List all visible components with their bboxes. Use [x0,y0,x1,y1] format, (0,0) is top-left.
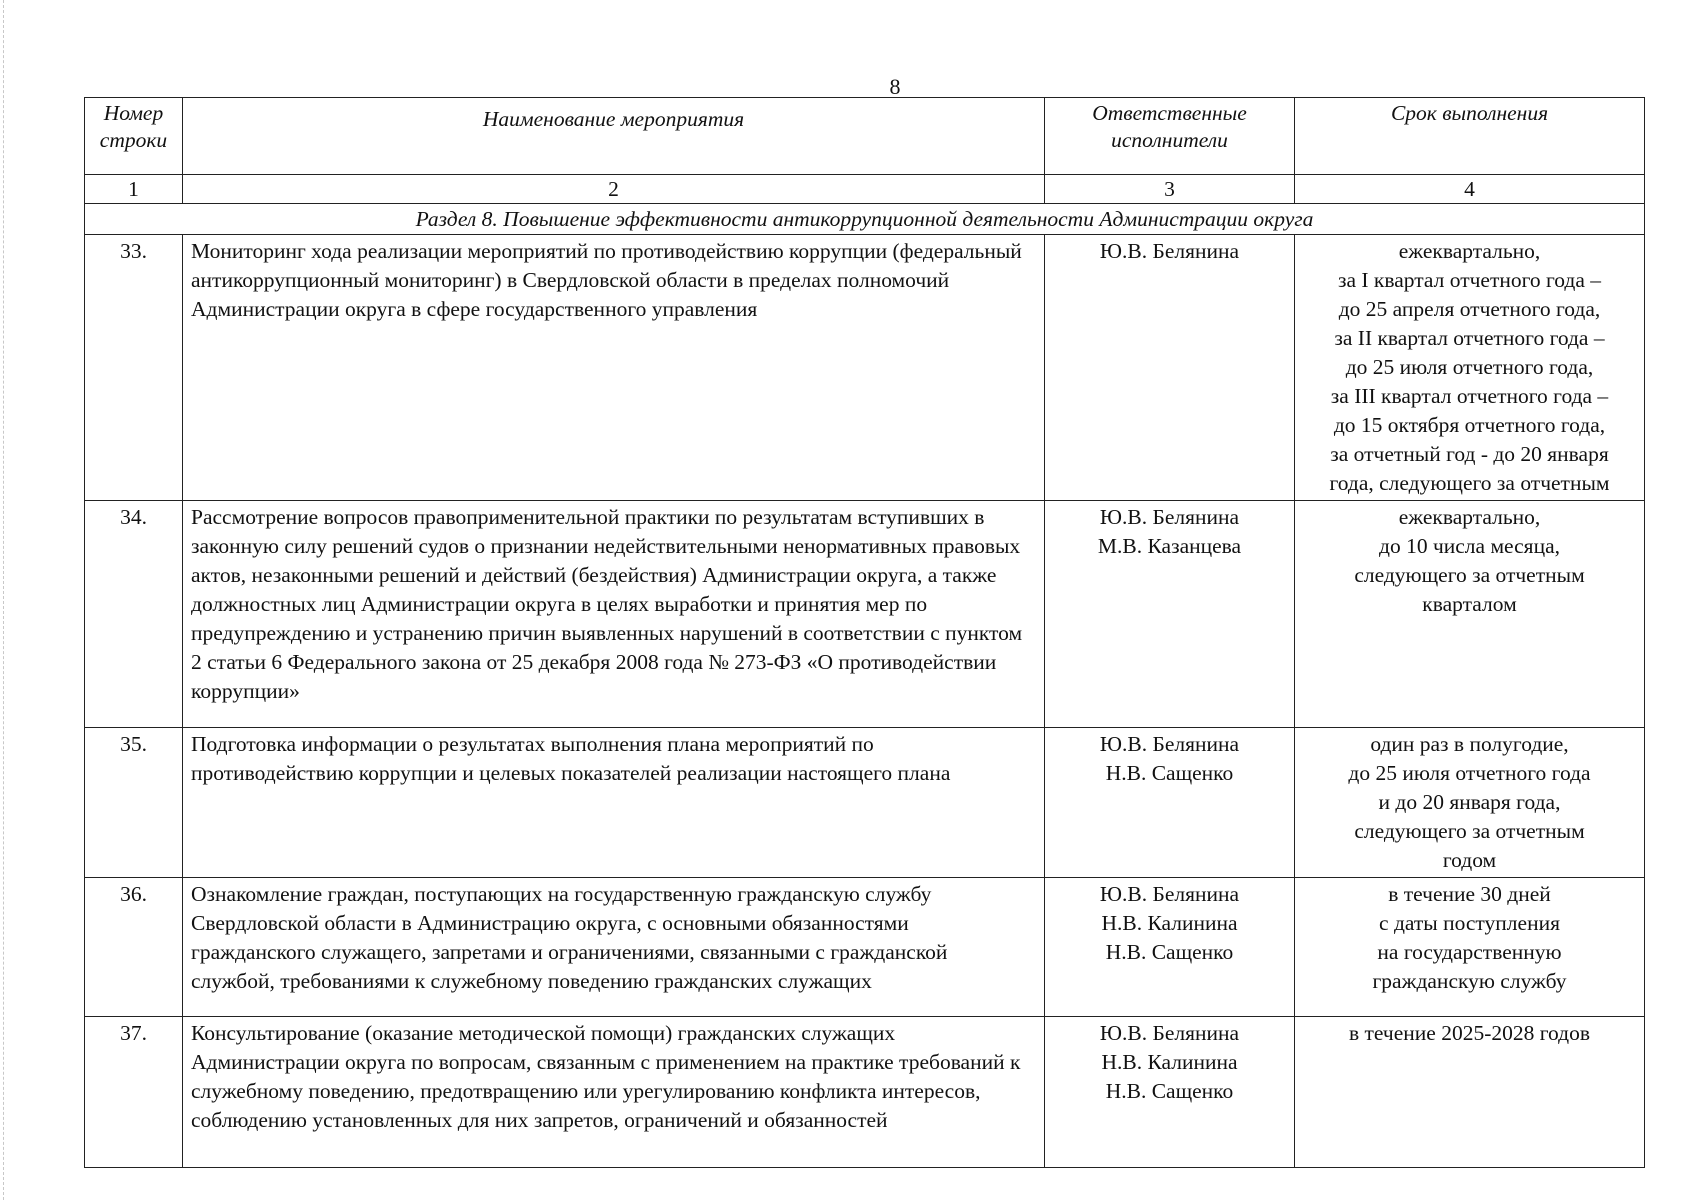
action-plan-table [84,97,1645,1168]
deadline-line: до 25 июля отчетного года, [1345,355,1594,379]
responsible-person: Н.В. Сащенко [1105,1079,1234,1103]
responsible-cell [1045,878,1295,1017]
responsible-cell [1045,1017,1295,1168]
responsible-person: Ю.В. Белянина [1099,505,1240,529]
deadline-line: до 25 июля отчетного года [1348,761,1591,785]
event-name: Ознакомление граждан, поступающих на государственную гражданскую службу Свердловской области в Администрацию округа, с основными обязанностями гражданского служащего, запретами и ограничениями, связанными с гражданской службой, требованиями к служебному поведению гражданских служащих [183,878,1045,1017]
deadline-line: до 10 числа месяца, [1379,534,1560,558]
deadline-cell [1295,501,1645,728]
responsible-person: Н.В. Калинина [1101,911,1238,935]
responsible-cell [1045,501,1295,728]
responsible-person: Ю.В. Белянина [1099,732,1240,756]
section-title: Раздел 8. Повышение эффективности антикоррупционной деятельности Администрации округа [85,204,1645,235]
header-deadline: Срок выполнения [1295,98,1645,175]
deadline-line: один раз в полугодие, [1370,732,1569,756]
responsible-person: Ю.В. Белянина [1099,882,1240,906]
deadline-line: годом [1442,848,1497,872]
table-row [85,501,1645,728]
table-row [85,728,1645,878]
responsible-person: Ю.В. Белянина [1099,239,1240,263]
deadline-cell [1295,728,1645,878]
deadline-line: в течение 30 дней [1388,882,1551,906]
responsible-person: Н.В. Калинина [1101,1050,1238,1074]
page-number: 8 [889,74,901,99]
deadline-line: за III квартал отчетного года – [1330,384,1609,408]
deadline-line: кварталом [1422,592,1517,616]
column-number: 2 [183,175,1045,204]
deadline-line: в течение 2025-2028 годов [1348,1021,1590,1045]
deadline-line: ежеквартально, [1398,505,1541,529]
deadline-line: ежеквартально, [1398,239,1541,263]
row-number: 36. [85,878,183,1017]
event-name: Рассмотрение вопросов правоприменительной практики по результатам вступивших в законную силу решений судов о признании недействительными ненормативных правовых актов, незаконными решений и действий (бездействия) Администрации округа, а также должностных лиц Администрации округа в целях выработки и принятия мер по предупреждению и устранению причин выявленных нарушений в соответствии с пунктом 2 статьи 6 Федерального закона от 25 декабря 2008 года № 273-ФЗ «О противодействии коррупции» [183,501,1045,728]
deadline-line: гражданскую службу [1372,969,1567,993]
header-responsible: Ответственные исполнители [1045,98,1295,175]
deadline-line: до 25 апреля отчетного года, [1338,297,1601,321]
row-number: 37. [85,1017,183,1168]
table-row [85,235,1645,501]
table-row [85,1017,1645,1168]
deadline-line: следующего за отчетным [1354,563,1585,587]
table-row [85,878,1645,1017]
header-row-number: Номер строки [85,98,183,175]
deadline-line: года, следующего за отчетным [1329,471,1610,495]
deadline-cell [1295,1017,1645,1168]
row-number: 34. [85,501,183,728]
deadline-line: за отчетный год - до 20 января [1330,442,1609,466]
deadline-cell [1295,878,1645,1017]
deadline-line: на государственную [1377,940,1562,964]
responsible-cell [1045,235,1295,501]
responsible-person: М.В. Казанцева [1097,534,1242,558]
event-name: Мониторинг хода реализации мероприятий по противодействию коррупции (федеральный антикоррупционный мониторинг) в Свердловской области в пределах полномочий Администрации округа в сфере государственного управления [183,235,1045,501]
deadline-line: с даты поступления [1379,911,1560,935]
deadline-cell [1295,235,1645,501]
row-number: 35. [85,728,183,878]
column-number-row [85,175,1645,204]
column-number: 1 [85,175,183,204]
row-number: 33. [85,235,183,501]
event-name: Консультирование (оказание методической помощи) гражданских служащих Администрации округа по вопросам, связанным с применением на практике требований к служебному поведению, предотвращению или урегулированию конфликта интересов, соблюдению установленных для них запретов, ограничений и обязанностей [183,1017,1045,1168]
responsible-person: Ю.В. Белянина [1099,1021,1240,1045]
deadline-line: и до 20 января года, [1378,790,1561,814]
event-name: Подготовка информации о результатах выполнения плана мероприятий по противодействию коррупции и целевых показателей реализации настоящего плана [183,728,1045,878]
column-number: 3 [1045,175,1295,204]
responsible-cell [1045,728,1295,878]
section-row [85,204,1645,235]
deadline-line: за II квартал отчетного года – [1334,326,1605,350]
responsible-person: Н.В. Сащенко [1105,761,1234,785]
deadline-line: до 15 октября отчетного года, [1333,413,1606,437]
table-header-row [85,98,1645,175]
header-event-name: Наименование мероприятия [183,98,1045,175]
deadline-line: за I квартал отчетного года – [1337,268,1602,292]
deadline-line: следующего за отчетным [1354,819,1585,843]
column-number: 4 [1295,175,1645,204]
responsible-person: Н.В. Сащенко [1105,940,1234,964]
scan-edge-artifact [3,0,5,1200]
